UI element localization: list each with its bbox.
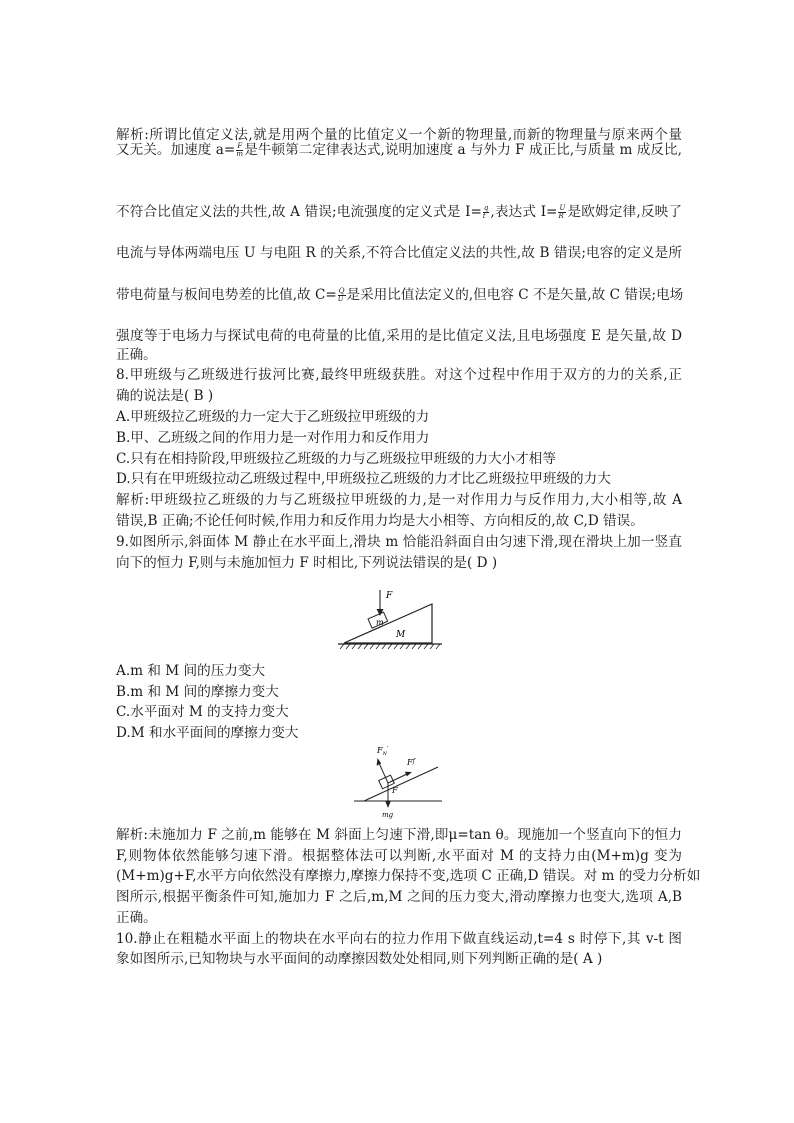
q9-option-b: B.m 和 M 间的摩擦力变大 <box>116 684 279 700</box>
incline-wedge <box>344 604 432 643</box>
normal-force-arrowhead <box>377 758 382 766</box>
analysis-line-1: 解析:所谓比值定义法,就是用两个量的比值定义一个新的物理量,而新的物理量与原来两个量 <box>116 127 682 143</box>
fraction-q-over-u: $\frac{Q}{U}$ <box>337 287 345 303</box>
normal-force-label: $F_N'$ <box>377 746 389 757</box>
q8-stem-line-2: 确的说法是( B ) <box>116 388 214 404</box>
incline-block-figure <box>334 582 446 662</box>
ground-hatch <box>340 644 440 649</box>
weight-label: mg <box>382 811 394 819</box>
q8-solution-line-2: 错误,B 正确;不论任何时候,作用力和反作用力均是大小相等、方向相反的,故 C,D 错误。 <box>116 513 644 529</box>
force-f-label: F <box>392 786 398 795</box>
q9-solution-line-5: 正确。 <box>116 910 157 926</box>
analysis-line-5: 带电荷量与板间电势差的比值,故 C= $\frac{Q}{U}$ 是采用比值法定义的,但电容 C 不是矢量,故 C 错误;电场 <box>116 287 684 303</box>
analysis-line-7: 正确。 <box>116 347 157 363</box>
q9-option-a: A.m 和 M 间的压力变大 <box>116 663 266 679</box>
q9-solution-line-3: (M+m)g+F,水平方向依然没有摩擦力,摩擦力保持不变,选项 C 正确,D 错误。对 m 的受力分析如 <box>116 868 701 884</box>
force-analysis-figure <box>352 741 444 821</box>
q10-stem-line-1: 10.静止在粗糙水平面上的物块在水平向右的拉力作用下做直线运动,t=4 s 时停下,其 v-t 图 <box>116 931 682 947</box>
q8-option-b: B.甲、乙班级之间的作用力是一对作用力和反作用力 <box>116 430 430 446</box>
analysis-line-3: 不符合比值定义法的共性,故 A 错误;电流强度的定义式是 I= $\frac{q}{t}$ ,表达式 I= $\frac{U}{R}$ 是欧姆定律,反映了 <box>116 204 682 220</box>
q10-stem-line-2: 象如图所示,已知物块与水平面间的动摩擦因数处处相同,则下列判断正确的是( A ) <box>116 951 603 967</box>
q9-option-d: D.M 和水平面间的摩擦力变大 <box>116 725 299 741</box>
friction-force-label: $F^f$ <box>407 758 415 767</box>
q8-option-c: C.只有在相持阶段,甲班级拉乙班级的力与乙班级拉甲班级的力大小才相等 <box>116 451 556 467</box>
fraction-u-over-r: $\frac{U}{R}$ <box>558 204 566 220</box>
force-label: F <box>386 591 393 601</box>
q8-solution-line-1: 解析:甲班级拉乙班级的力与乙班级拉甲班级的力,是一对作用力与反作用力,大小相等,故 A <box>116 492 682 508</box>
fraction-q-over-t: $\frac{q}{t}$ <box>482 204 489 220</box>
friction-force-arrowhead <box>405 772 412 777</box>
q9-stem-line-2: 向下的恒力 F,则与未施加恒力 F 时相比,下列说法错误的是( D ) <box>116 555 498 571</box>
q9-solution-line-2: F,则物体依然能够匀速下滑。根据整体法可以判断,水平面对 M 的支持力由(M+m)g 变为 <box>116 848 682 864</box>
fraction-f-over-m: $\frac{F}{m}$ <box>236 142 243 158</box>
analysis-line-6: 强度等于电场力与探试电荷的电荷量的比值,采用的是比值定义法,且电场强度 E 是矢量,故 D <box>116 328 682 344</box>
q9-solution-line-4: 图所示,根据平衡条件可知,施加力 F 之后,m,M 之间的压力变大,滑动摩擦力也变大,选项 A,B <box>116 889 682 905</box>
q8-option-d: D.只有在甲班级拉动乙班级过程中,甲班级拉乙班级的力才比乙班级拉甲班级的力大 <box>116 471 611 487</box>
q9-option-c: C.水平面对 M 的支持力变大 <box>116 704 289 720</box>
q9-solution-line-1: 解析:未施加力 F 之前,m 能够在 M 斜面上匀速下滑,即μ=tan θ。现施加一个竖直向下的恒力 <box>116 827 682 843</box>
q8-stem-line-1: 8.甲班级与乙班级进行拔河比赛,最终甲班级获胜。对这个过程中作用于双方的力的关系,正 <box>116 367 682 383</box>
block-label: m <box>376 618 384 627</box>
incline-line <box>364 767 438 801</box>
incline-block-diagram <box>334 582 446 662</box>
wedge-label: M <box>396 630 406 640</box>
q8-option-a: A.甲班级拉乙班级的力一定大于乙班级拉甲班级的力 <box>116 409 430 425</box>
force-analysis-diagram <box>352 741 444 821</box>
analysis-line-2: 又无关。加速度 a= $\frac{F}{m}$ 是牛顿第二定律表达式,说明加速度 a 与外力 F 成正比,与质量 m 成反比, <box>116 142 682 158</box>
force-f-arrowhead <box>385 801 391 808</box>
q9-stem-line-1: 9.如图所示,斜面体 M 静止在水平面上,滑块 m 恰能沿斜面自由匀速下滑,现在滑块上加一竖直 <box>116 534 682 550</box>
analysis-line-4: 电流与导体两端电压 U 与电阻 R 的关系,不符合比值定义法的共性,故 B 错误;电容的定义是所 <box>116 245 682 261</box>
